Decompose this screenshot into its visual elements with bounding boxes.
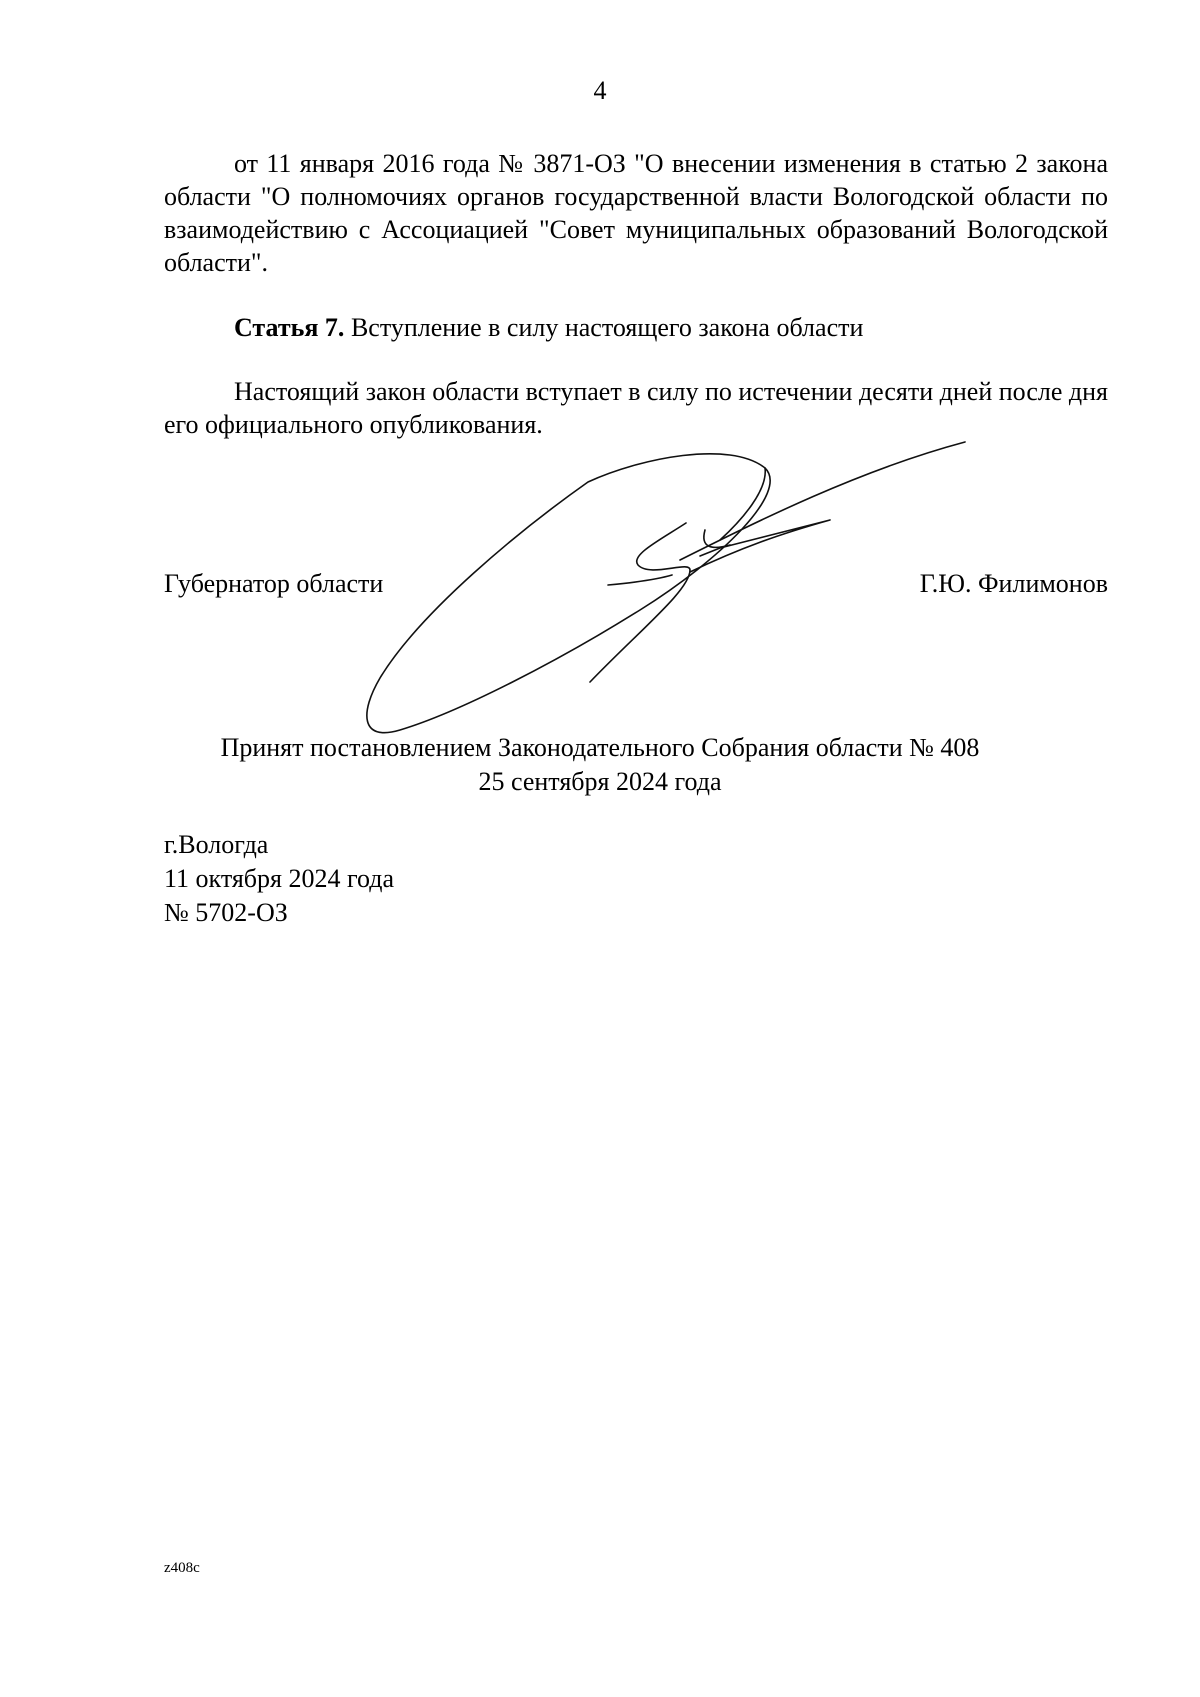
place-date-block <box>164 828 394 930</box>
law-number: № 5702-ОЗ <box>164 898 288 927</box>
article-heading <box>234 311 863 344</box>
footer-code: z408c <box>164 1560 200 1576</box>
article-label: Статья 7. <box>234 313 345 342</box>
adoption-note <box>0 731 1200 799</box>
intro-paragraph: от 11 января 2016 года № 3871-ОЗ "О внесении изменения в статью 2 закона области "О полномочиях органов государственной власти Вологодской области по взаимодействию с Ассоциацией "Совет муниципальных образований Вологодской области". <box>164 149 1108 277</box>
adoption-line-2: 25 сентября 2024 года <box>478 767 722 796</box>
article-body: Настоящий закон области вступает в силу по истечении десяти дней после дня его официального опубликования. <box>164 377 1108 439</box>
article-title: Вступление в силу настоящего закона области <box>350 313 864 342</box>
signatory-position: Губернатор области <box>164 569 384 598</box>
place-date: 11 октября 2024 года <box>164 864 395 893</box>
adoption-line-1: Принят постановлением Законодательного Собрания области № 408 <box>220 733 980 762</box>
signatory-name: Г.Ю. Филимонов <box>919 569 1108 598</box>
place-city: г.Вологда <box>164 830 269 859</box>
page-number: 4 <box>593 76 607 105</box>
